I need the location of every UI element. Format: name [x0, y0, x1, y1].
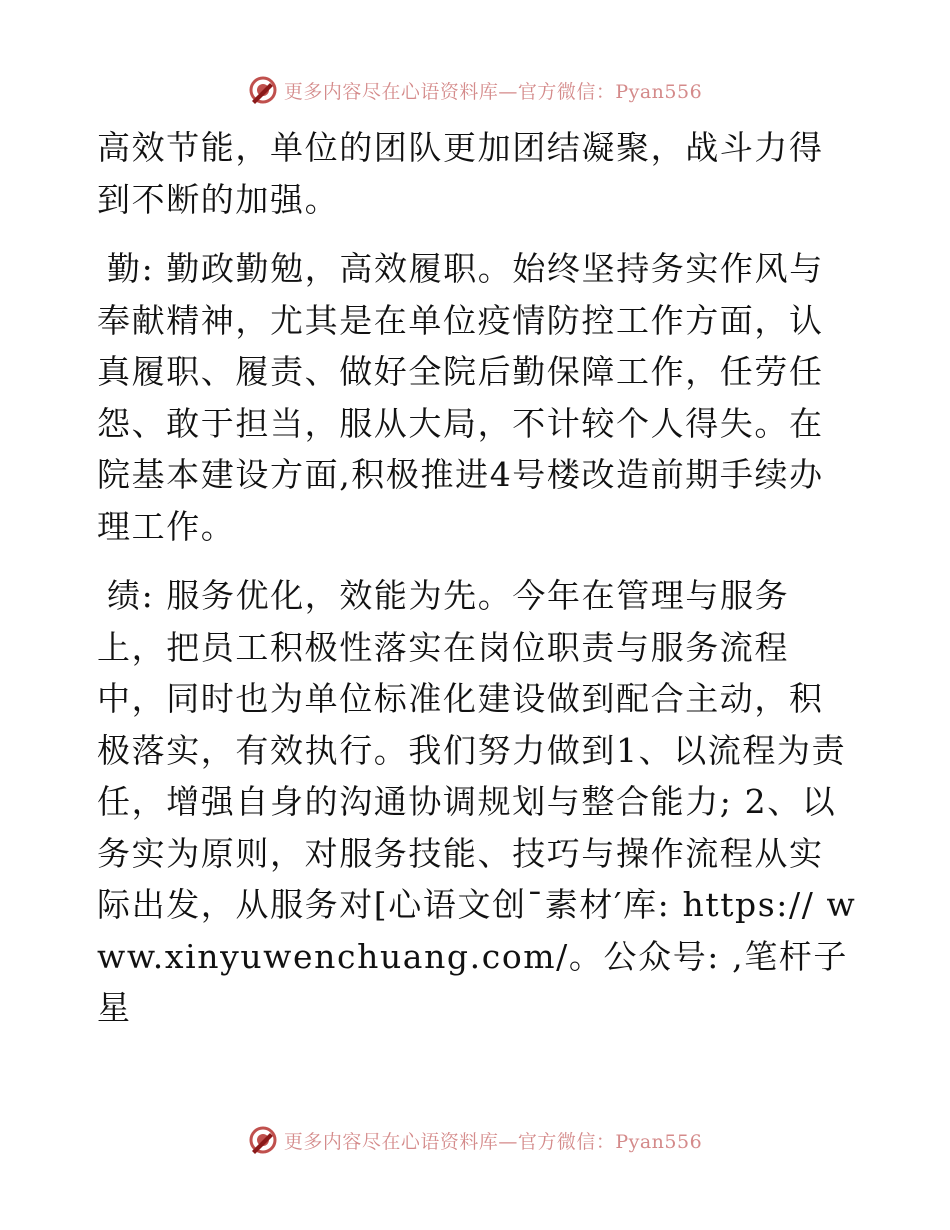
- header-watermark: [0, 70, 950, 110]
- footer-watermark: [0, 1120, 950, 1160]
- paragraph-3: 绩: 服务优化，效能为先。今年在管理与服务上，把员工积极性落实在岗位职责与服务流程中，同时也为单位标准化建设做到配合主动，积极落实，有效执行。我们努力做到1、以流程为责任，增强自身的沟通协调规划与整合能力; 2、以务实为原则，对服务技能、技巧与操作流程从实际出发，从服务对[心语文创¯素材′库: https:// www.xinyuwenchuang.com/。公众号: ,笔杆子星: [97, 576, 857, 1027]
- paragraph-1: 高效节能，单位的团队更加团结凝聚，战斗力得到不断的加强。: [97, 128, 824, 219]
- watermark-text: 更多内容尽在心语资料库—官方微信：Pyan556: [283, 80, 703, 103]
- pen-logo-icon: [248, 1125, 278, 1155]
- watermark-text: 更多内容尽在心语资料库—官方微信：Pyan556: [283, 1130, 703, 1153]
- document-body: [97, 122, 857, 1034]
- paragraph-2: 勤: 勤政勤勉，高效履职。始终坚持务实作风与奉献精神，尤其是在单位疫情防控工作方面，认真履职、履责、做好全院后勤保障工作，任劳任怨、敢于担当，服从大局，不计较个人得失。在院基本建设方面,积极推进4号楼改造前期手续办理工作。: [97, 249, 824, 546]
- pen-logo-icon: [248, 75, 278, 105]
